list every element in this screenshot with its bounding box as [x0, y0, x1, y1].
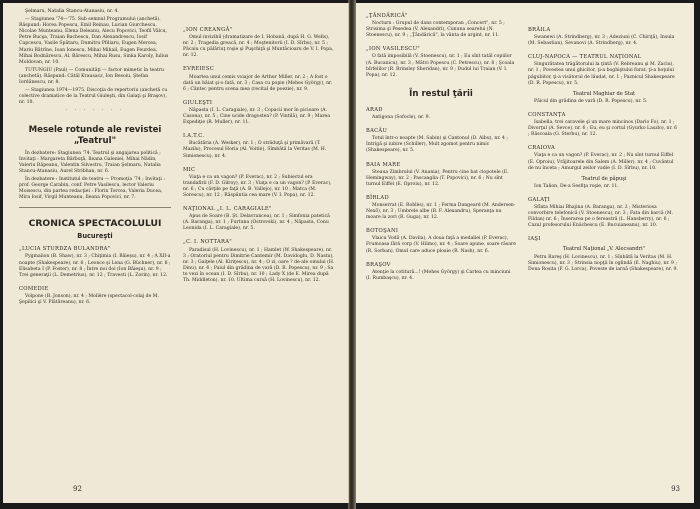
mese-rotunde-title: Mesele rotunde ale revistei „Teatrul" [28, 124, 162, 146]
restul-tarii-title: În restul ţării [409, 88, 473, 99]
left-page [3, 3, 349, 503]
theatre-entry: Swanewi (A. Strindberg), nr. 3 ; Adeziuni (C. Chiriţă), Insula (M. Sebastian), Sevanovi (A. Strindberg), nr. 4. [528, 35, 675, 47]
theatre-entry: Păicul din grădina de vară (D. R. Popescu), nr. 5. [534, 98, 648, 104]
left-column-2 [183, 27, 335, 286]
city-heading: CONSTANŢA [528, 111, 566, 118]
sub-theatre-heading: Teatrul de păpuşi [581, 175, 627, 182]
theatre-entry: Singurătatea trăgătorului la ţintă (V. Rebreanu şi M. Zaciu), nr. 1 ; Povestea unui ghicitor, ţi-a boghiştului furat, ţi-a hoţului păgubitor, ţi-a visătorul de lăudat, nr. 1 ; Paznicul Shakespeare (D. R. Popescu), nr. 5. [528, 62, 675, 86]
cronica-title: CRONICA SPECTACOLULUI [28, 218, 162, 230]
theatre-entry: Omul invizibil (dramatizare de I. Hobană, după H. G. Wells), nr. 2 ; Tragedia greacă, nr. 4 ; Moştenitorii (I. D. Sîrbu), nr. 5 ; Păcaiu cu pălăriuţ roşie şi Puşchiţă şi Muntăcioaru de V. I. Popa, nr. 12. [183, 35, 334, 59]
right-column-1 [366, 13, 516, 284]
theatre-heading: NAŢIONAL „I. L. CARAGIALE" [183, 206, 272, 213]
city-heading: CLUJ-NAPOCA — TEATRUL NAŢIONAL [528, 54, 642, 61]
city-heading: BRAŞOV [366, 261, 391, 268]
page-number-right: 93 [671, 485, 680, 493]
city-heading: Bucureşti [77, 232, 113, 241]
intro-para: Şelmaru, Natalia Stancu-Atanasiu, nr. 4. [25, 9, 119, 14]
city-heading: BAIA MARE [366, 161, 401, 168]
page-number-left: 92 [73, 485, 82, 493]
theatre-entry: Steaua Zimbrului (V. Anania), Pentru cine bat clopotele (E. Hemingway), nr. 2 ; Pascaaglia (T. Popovici), nr. 6 ; Nu sînt turnul Eiffel (E. Oproiu), nr. 12. [366, 169, 509, 187]
intro-para: — Stagiunea 1974—1975. Discoţia de repertoriu (anchetă cu colective dramatice de la Teatrul Giuleşti, din Galaţi şi Braşov), nr. 10. [19, 88, 168, 106]
theatre-heading: GIULEŞTI [183, 99, 213, 106]
theatre-entry: Antigona (Sofocle), nr. 9. [372, 115, 431, 121]
theatre-heading: „ŢĂNDĂRICĂ" [366, 13, 408, 19]
city-heading: IAŞI [528, 236, 541, 243]
theatre-entry: Petru Rareş (H. Lovinescu), nr. 1 ; Sînbătă la Veritas (M. H. Simionescu), nr. 3 ; Strinsia nopţii în oglindă (E. Naghiu), nr. 9 ; Dona Rosita (F. G. Lorca), Poveste de iarnă (Shakespeare), nr. 9. [528, 254, 678, 272]
mese-para: În dezbatere: Stagiunea '74. Teatrul şi angajarea politică ; Invitaţi : Margareta Bărbuţă, Ileana Galeniei, Mihai Nădin, Valeriu Râpeanu, Valentin Silvestru, Traian Şelmaru, Natalia Stancu-Atanasiu, Aurel Stribhan, nr. 6. [19, 150, 161, 174]
theatre-entry: Moartea unui comis voiajor de Arthur Miller, nr. 2 ; A fost o dată un băiat şi-o fată, nr. 3 ; Casa cu popie (Mehes György), nr. 6 ; Cântec pentru scena mea (recital de poezie), nr. 9. [183, 74, 333, 92]
left-column-1 [19, 9, 171, 308]
theatre-heading: „ION VASILESCU" [366, 46, 420, 53]
theatre-entry: Sfînta Mihiai Bhajina (A. Baranga), nr. 2 ; Misteriosa convorbire telefonică (V. Stoenescu), nr. 3 ; Fata din barcă (M. Fildan) nr. 6 ; Înserarea pe o fereastră (L. Hansberry), nr. 6 ; Cazul profesorului Enăchescu (E. Bucuianeanu), nr. 10. [528, 204, 674, 229]
theatre-entry: Totul într-o noapte (M. Sabin) şi Cantonul (D. Albu), nr. 4 ; Intrigă şi iubire (Schiller), Mult zgomot pentru nimic (Shakespeare), nr. 5. [366, 136, 508, 154]
right-page [356, 3, 694, 503]
intro-para: — Stagiunea '74—'75. Sub semnul Programului (anchetă). Răspund: Horea Popescu, Emil Reinau, Lucian Giurchescu, Nicolae Munteanu, Elena Deleanu, Alecu Popovici, Teofil Vâlcu, Petre Bucşa, Traian Bachescu, Dan Alexandrescu, Iosif Capcescu, Vasile Spătaru, Dumitru Pfiliaru, Eugen Mercea, Mariu Bătrîne, Ioan Ionescu, Mihai Mihail, Eugen Feurdea, Mihai Bodnărescu, Al. Bărescu, Mihai Rusu, Sinka Karoly, Iulius Moldovan, nr. 10. [19, 17, 169, 65]
theatre-entry: Ion Talion, De-a Sesfiţa roşie, nr. 11. [534, 183, 619, 189]
city-heading: BÎRLAD [366, 194, 389, 201]
theatre-entry: Bucătăria (A. Wesker), nr. 1 ; O străduţă şi primăvară (T. Mazilu), Procesul Horia (Al. Voitin), Sîmbătă la Veritas (M. H. Simionescu), nr. 4. [183, 141, 327, 159]
theatre-entry: Atenţie la cotitură...! (Mehes György) şi Cartea cu minciuni (I. Rumbaşcu), nr. 4. [366, 269, 511, 281]
city-heading: CRAIOVA [528, 145, 556, 152]
city-heading: BOTOŞANI [366, 228, 399, 235]
theatre-entry: Nocturn : Grupul de dans contemporan „Concert", nr. 5 ; Strisima şi Pesedea (V. Alexandri), Cununa searelui (N. Stoenescu), nr. 9 ; „Ţăndărică", la vânta de argint, nr. 11. [366, 21, 505, 39]
theatre-entry: Volpone (B. Jonson), nr. 4 ; Molière (spectacol-colaj de M. Şepilici şi V. Plătăreanu), nr. 6. [19, 293, 159, 305]
intro-para: TUTUNGIU (Paul) — Comunităţi — factor mimetic în teatru (anchetă). Răspund: Cătăl Krausacz, Ion Besoiu, Ştefan Iordănescu, nr. 8. [19, 67, 165, 86]
city-heading: BRĂILA [528, 27, 551, 33]
mese-para: În dezbatere : Institutul de teatru — Promoţia '74 ; Invitaţi : prof. George Carabin, conf. Petre Vasilescu, lector Valeriu Moisescu, din partea redacţiei : Florin Torcea, Valeria Ducea, Mira Iosif, Virgil Munteanu, Ileana Popovici, nr. 7. [19, 176, 165, 201]
theatre-entry: Isabella, trei caravele şi un mare mincinos (Dario Fo), nr. 1 ; Divorţul (A. Sevce), nr. 6 ; Eu, eu şi cortul (Gyurko Laszlo), nr. 6 ; Răscoala (G. Sterbu), nr. 12. [528, 120, 678, 138]
theatre-heading: „ION CREANGĂ" [183, 27, 233, 33]
separator: · · · · · · · [66, 108, 124, 114]
theatre-entry: Viaţa e ca un vagon? (P. Everac), nr. 2 ; Nu sînt turnul Eiffel (E. Oproiu), Vrăjitoarele din Salem (A. Miller), nr. 4 ; Cuvântul de nu înceta ; Amurgul zeilor vadie (I. D. Sîrbu), nr. 10. [528, 153, 674, 171]
city-heading: GALAŢI [528, 196, 551, 203]
sub-theatre-heading: Teatrul Naţional „V. Alecsandri" [562, 246, 646, 253]
theatre-entry: Paradisul (H. Lovinescu), nr. 1 ; Hamlet (W. Shakespeare), nr. 3 ; Oratoriul pentru Dimitrie Cantemir (M. Davidoglu, D. Nastu), nr. 3 ; Gaiţele (Al. Kiriţescu), nr. 4 ; O zi, oare ? de-ale omului (H. Dinu), nr. 6 ; Paiul din grădina de vară (D. R. Popescu), nr. 9 ; Sa te vezi în ocean (I. D. Sîrbu), nr. 10 ; Lady X (de E. Mirea după Th. Middleton), nr. 10. Ultima cursă (H. Lovinescu), nr. 12. [183, 247, 335, 283]
theatre-entry: O fată imposibilă (V. Stoenescu), nr. 1 ; Eu sînt tatăl copiilor (A. Bucanicu), nr. 3 ; Mătvi Popescu (C. Petrescu), nr. 8 ; Şcoala bîrfelilor (R. Brinsley Sheridan), nr. 9 ; Dudul lui Traian (V. I. Popa), nr. 12. [366, 54, 515, 78]
theatre-entry: Apus de Soare (B. Şt. Delavrancea), nr. 1 ; Simfonia patetică (A. Baranga), nr. 1 ; Furtuna (Ostrovski), nr. 4 ; Năpasta, Conu Leonida (I. L. Caragiale), nr. 5. [183, 214, 330, 232]
sub-theatre-heading: Teatrul Maghiar de Stat [572, 90, 636, 97]
theatre-heading: COMEDIE [19, 285, 49, 292]
theatre-heading: „C. I. NOTTARA" [183, 239, 232, 246]
city-heading: ARAD [366, 106, 383, 113]
theatre-entry: Monserrat (E. Roblès), nr. 1 ; Ferma Dangeard (M. Andersen-Nexő), nr. 3 ; Umbrele albe (B. F. Alexandru), Speranţa nu moare la zori (R. Guga), nr. 12. [366, 202, 516, 221]
divider [19, 207, 171, 208]
theatre-entry: Vlaicu Vodă (A. Davila), A doua faţă a medaliei (P. Everac), Frumoasa fără corp (V. Hilmo), nr. 4 ; Soare apune, soare răsare (R. Sorban), Omul care aduce ploaie (R. Nash), nr. 6. [366, 236, 516, 254]
book-spine [348, 0, 356, 509]
theatre-heading: „LUCIA STURDZA BULANDRA" [19, 246, 111, 253]
theatre-entry: Năpasta (I. L. Caragiale), nr. 3 ; Copacii mor în picioare (A. Casona), nr. 5 ; Cine ucide dragostea? (P. Vintilă), nr. 9 ; Marea Expediţie (R. Muller), nr. 11. [183, 107, 330, 126]
theatre-heading: MIC [183, 166, 196, 173]
right-column-2 [528, 27, 680, 275]
theatre-heading: I.A.T.C. [183, 133, 205, 140]
theatre-heading: EVREIESC [183, 66, 214, 73]
theatre-entry: Pygmalion (B. Shaw), nr. 3 ; Chiţimia (I. Băieşu), nr. 4 ; A XII-a noapte (Shakespeare), nr. 6 ; Leonce şi Lena (G. Büchner), nr. 8 ; Elisabeta I (P. Foster), nr. 8 ; Între noi doi (Ion Băieşu), nr. 9 ; Trei generaţii (L. Demetrius), nr. 12 ; Travesti (L. Zorin), nr. 12. [19, 254, 171, 278]
theatre-entry: Viaţa e ca un vagon? (P. Everac), nr. 2 ; Subiectul era trandafirii (F. D. Gilroy), nr. 3 ; Viaţa e ca un vagon? (P. Everac), nr. 6 ; Cu cărţile pe faţă (A. B. Vallejo), nr. 10 ; Matca (M. Sorescu), nr. 12 ; Răspântia cea mare (V. I. Popa), nr. 12. [183, 174, 332, 198]
city-heading: BACĂU [366, 128, 388, 135]
